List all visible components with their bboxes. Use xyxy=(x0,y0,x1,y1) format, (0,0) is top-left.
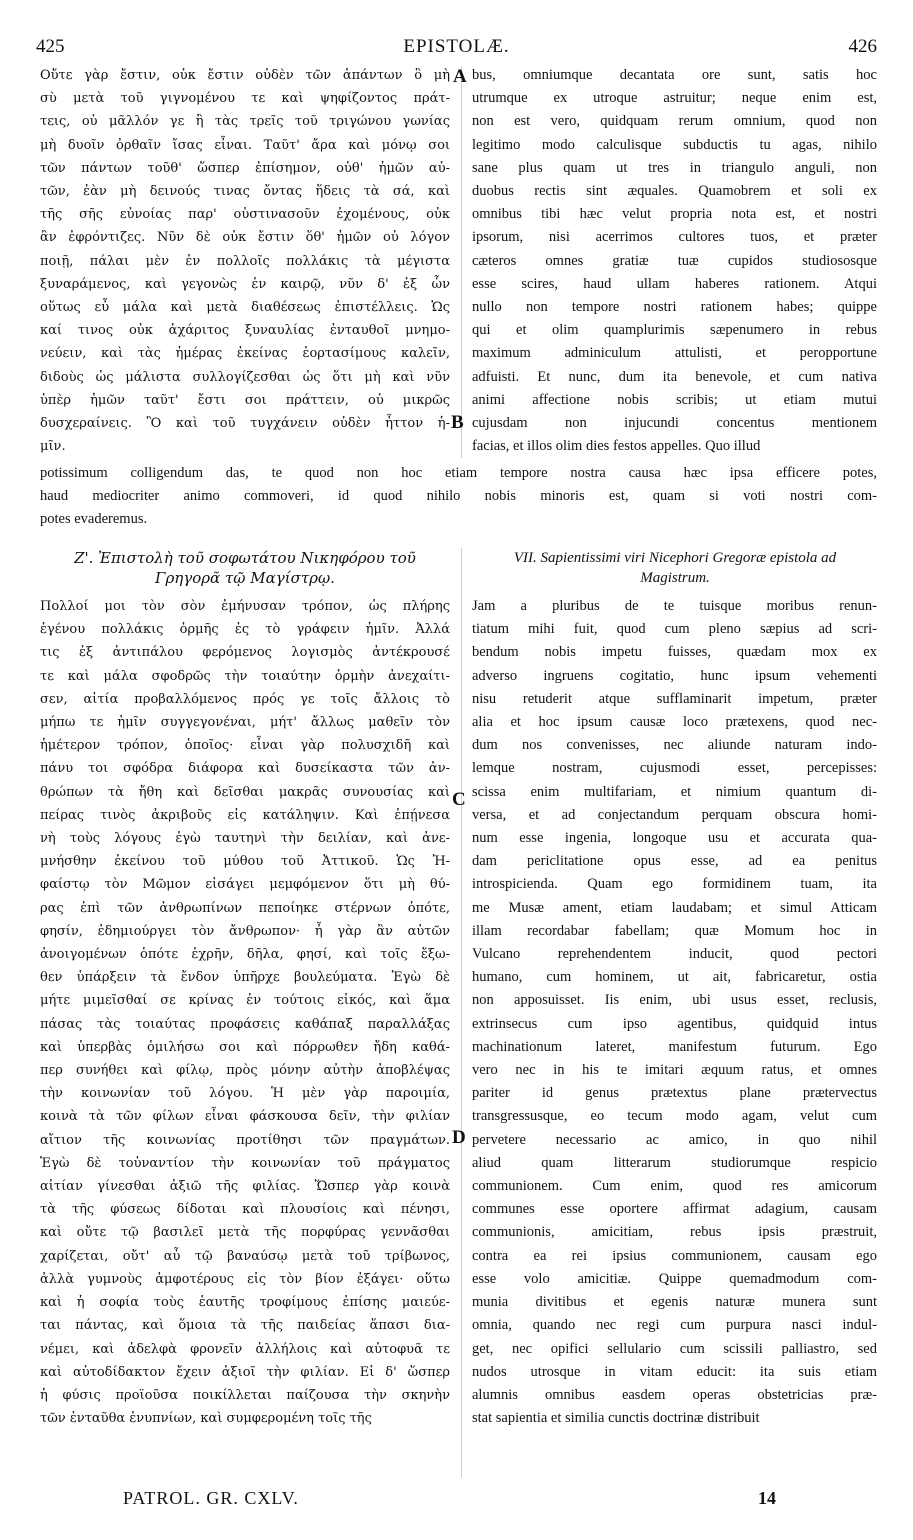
latin-text-line: cæteros omnes gratiæ tuæ cupidos studiososque xyxy=(472,252,877,269)
greek-text-line: φαίστῳ τὸν Μῶμον εἰσάγει μεμφόμενον ὅτι μὴ θύ- xyxy=(40,877,450,893)
margin-letter-d: D xyxy=(452,1127,466,1148)
latin-text-line: Jam a pluribus de te tuisque moribus renun- xyxy=(472,598,877,614)
greek-text-line: μήτε μιμεῖσθαί σε κρίνας ἐν τούτοις εἰκός, καὶ ἅμα xyxy=(40,993,450,1009)
margin-letter-c: C xyxy=(452,789,466,810)
latin-text-line: omnibus tibi hæc velut propria nota est, et nostri xyxy=(472,206,877,223)
greek-text-line: τε καὶ μάλα σφοδρῶς τὴν τοιαύτην ὁρμὴν ἀνεχαίτι- xyxy=(40,668,450,684)
greek-text-line: καὶ αὐτοδίδακτον ἔχειν ἀξιοῖ τὴν φιλίαν. Εἰ δ' ὥσπερ xyxy=(40,1364,450,1380)
latin-text-line: utrumque ex utroque astruitur; neque enim est, xyxy=(472,90,877,107)
greek-text-line: ἀλλὰ γυμνοὺς ἀμφοτέρους εἰς τὸν βίον ἐξάγει· οὕτω xyxy=(40,1271,450,1287)
greek-text-line: νὴ τοὺς λόγους ἐγὼ ταυτηνὶ τὴν δειλίαν, καὶ ἀνε- xyxy=(40,831,450,847)
greek-text-line: ρας ἐπὶ τῶν ἀνθρωπίνων πεποίηκε στέρνων ὁπότε, xyxy=(40,900,450,916)
greek-text-line: πάνυ τοι σφόδρα διάφορα καὶ δυσείκαστα τῶν ἀν- xyxy=(40,761,450,777)
latin-text-line: non est vero, quidquam rerum omnium, quod non xyxy=(472,113,877,130)
greek-text-line: πείρας τινὸς ἀκριβοῦς εἰς κατάληψιν. Καὶ ἐπῄνεσα xyxy=(40,807,450,823)
greek-text-line: ποιῇ, πάλαι μὲν ἐν πολλοῖς πολλάκις τὰ μέγιστα xyxy=(40,253,450,269)
latin-text-line: non apposuisset. Iis enim, ubi usus esset, reclusis, xyxy=(472,992,877,1009)
greek-text-line: τῶν πάντων τοῦθ' ὥσπερ ἐπίσημον, οὐθ' ἡμῶν αὐ- xyxy=(40,160,450,176)
greek-text-line: ἀνοιγομένων ὁπότε ἐχρῆν, δῆλα, φησί, καὶ τοῖς ἔξω- xyxy=(40,947,450,963)
latin-text-line: stat sapientia et similia cunctis doctrinæ distribuit xyxy=(472,1410,760,1427)
latin-text-line: vero nec in his te imitari æquum ratus, et omnes xyxy=(472,1062,877,1079)
latin-text-line: potes evaderemus. xyxy=(40,511,148,527)
latin-text-line: tiatum mihi fuit, quod cum pleno sæpius ad scri- xyxy=(472,621,877,638)
greek-heading-line-2: Γρηγορᾶ τῷ Μαγίστρῳ. xyxy=(155,569,335,587)
latin-text-line: aliud quam litterarum studiorumque respicio xyxy=(472,1154,877,1171)
page-number-left: 425 xyxy=(36,36,65,57)
greek-text-line: περ συνήθει καὶ φίλῳ, πρὸς μόνην αὐτὴν ἀποβλέψας xyxy=(40,1063,450,1079)
footer-sheet-number: 14 xyxy=(758,1488,776,1508)
greek-text-line: πάσας τὰς τοιαύτας προφάσεις καθάπαξ παραλλάξας xyxy=(40,1016,450,1032)
latin-text-line: nisu retuderit atque sufflaminarit impetum, præter xyxy=(472,690,877,707)
greek-text-line: τὰ τῆς φύσεως δίδοται καὶ πλουσίοις καὶ πένησι, xyxy=(40,1202,450,1218)
greek-text-line: σεν, αἰτία προβαλλόμενος πρός γε τοῖς ἄλλοις τὸ xyxy=(40,691,450,707)
latin-text-line: dum nos convenisses, nec aliunde naturam indo- xyxy=(472,737,877,754)
greek-text-line: μήπω τε ἡμῖν συγγεγονέναι, μήτ' ἄλλως μαθεῖν τὸν xyxy=(40,715,450,731)
latin-text-line: legitimo modo calculisque subductis tu agas, nihilo xyxy=(472,136,877,153)
latin-text-line: haud mediocriter animo commoveri, id quod nihilo nobis minoris est, quam si voti nostri com- xyxy=(40,488,877,504)
latin-text-line: cujusdam non injucundi concentus mentionem xyxy=(472,415,877,432)
greek-text-line: τεις, οὐ μᾶλλόν γε ἢ τὰς τρεῖς τοῦ τριγώνου γωνίας xyxy=(40,114,450,130)
latin-text-line: get, nec opifici sellulario cum scissili palliastro, sed xyxy=(472,1340,877,1357)
latin-text-line: nudos utrosque in vitam educit: ita suis etiam xyxy=(472,1363,877,1380)
column-divider-bottom xyxy=(461,548,462,1478)
greek-text-line: Οὔτε γὰρ ἔστιν, οὐκ ἔστιν οὐδὲν τῶν ἁπάντων ὃ μὴ xyxy=(40,68,450,83)
greek-text-line: νέμει, καὶ ἀδελφὰ φρονεῖν ἀλλήλοις καὶ αὐτοφυᾶ τε xyxy=(40,1341,450,1357)
greek-text-line: σὺ μετὰ τοῦ γιγνομένου τε καὶ ψηφίζοντος πράτ- xyxy=(40,91,450,107)
latin-text-line: contra ea rei ipsius communionem, causam ego xyxy=(472,1247,877,1264)
greek-text-line: διδοὺς ὡς μάλιστα συλλογίζεσθαι ὡς ὅτι μὴ καὶ νῦν xyxy=(40,369,450,385)
greek-text-line: αἴτιον τῆς κοινωνίας προτίθησι τῶν πραγμάτων. xyxy=(40,1132,450,1148)
latin-text-line: communionis, amicitiam, rebus ipsis præstruit, xyxy=(472,1224,877,1241)
greek-text-line: μὴ δυοῖν ὀρθαῖν ἴσας εἶναι. Ταῦτ' ἄρα καὶ μόνῳ σοι xyxy=(40,137,450,153)
latin-text-line: qui et olim quamplurimis sæpenumero in rebus xyxy=(472,322,877,339)
latin-text-line: humano, cum hominem, ut ait, fabricaretur, ostia xyxy=(472,969,877,986)
latin-text-line: potissimum colligendum das, te quod non hoc etiam tempore nostra causa hæc ipsa efficere potes, xyxy=(40,465,877,481)
latin-text-line: maximum adminiculum attulisti, et peropportune xyxy=(472,345,877,362)
page-header xyxy=(36,36,877,60)
latin-text-line: adfuisti. Et nunc, dum ita benevole, et cum nativa xyxy=(472,368,877,385)
latin-text-line: communes esse oportere affirmat adagium, causam xyxy=(472,1201,877,1218)
greek-letter-heading xyxy=(40,548,450,588)
greek-text-line: καὶ ὑπερβὰς ὁμιλήσω σοι καὶ πόρρωθεν ἤδη καθά- xyxy=(40,1039,450,1055)
column-divider-top xyxy=(461,66,462,458)
margin-letter-a: A xyxy=(453,66,467,87)
latin-heading-line-2: Magistrum. xyxy=(640,570,710,586)
latin-text-line: adverso ingruens cogitatio, hunc ipsum vehementi xyxy=(472,667,877,684)
latin-text-line: me Musæ ament, etiam laudabam; et simul Atticam xyxy=(472,899,877,916)
latin-text-line: ipsorum, nisi acerrimos cultores tuos, et præter xyxy=(472,229,877,246)
latin-text-line: communionem. Cum enim, quod res amicorum xyxy=(472,1178,877,1195)
latin-text-line: facias, et illos olim dies festos appelles. Quo illud xyxy=(472,438,761,455)
latin-text-line: num esse ingenia, longoque usu et accurata qua- xyxy=(472,830,877,847)
footer-signature: PATROL. GR. CXLV. xyxy=(123,1488,299,1508)
greek-text-line: Πολλοί μοι τὸν σὸν ἐμήνυσαν τρόπον, ὡς πλήρης xyxy=(40,599,450,614)
greek-text-line: φησίν, ἐδημιούργει τὸν ἄνθρωπον· ἦ γὰρ ἂν αὐτῶν xyxy=(40,923,450,939)
latin-text-line: nullo non tempore nostri rationem habes; quippe xyxy=(472,299,877,316)
greek-text-line: ἡ φύσις προϊοῦσα ποικίλλεται παίζουσα τὴν σκηνὴν xyxy=(40,1387,450,1403)
latin-text-line: alumnis omnibus easdem operas obstetricias præ- xyxy=(472,1386,877,1403)
greek-column-bottom xyxy=(40,595,450,1430)
greek-text-line: ξυναράμενος, καὶ γεγονὼς ἐν καιρῷ, νῦν δ' ἐξ ὧν xyxy=(40,276,450,292)
greek-text-line: τῶν, ἐὰν μὴ δεινούς τινας ὄντας ἥδεις τὰ σά, καὶ xyxy=(40,184,450,200)
greek-heading-line-1: Ζ'. Ἐπιστολὴ τοῦ σοφωτάτου Νικηφόρου τοῦ xyxy=(74,549,416,567)
greek-text-line: τῶν ἐνταῦθα ἐνυπνίων, καὶ συμφερομένη τοῖς τῆς xyxy=(40,1411,372,1427)
latin-text-line: scissa enim multifariam, et nimium quantum di- xyxy=(472,783,877,800)
greek-text-line: ὑπὲρ ἡμῶν ταῦτ' ἔστι σοι πράττειν, οὐ μικρῶς xyxy=(40,392,450,408)
latin-text-line: dam periclitatione opus esse, ad ea penitus xyxy=(472,853,877,870)
latin-text-line: extrinsecus cum ipso agentibus, quidquid intus xyxy=(472,1015,877,1032)
latin-text-line: Vulcano reprehendentem inducit, quod pectori xyxy=(472,946,877,963)
page-number-right: 426 xyxy=(848,36,877,57)
greek-text-line: ἂν ἐφρόντιζες. Νῦν δὲ οὐκ ἔστιν ὅθ' ἡμῶν οὐ λόγον xyxy=(40,230,450,246)
greek-text-line: χαρίζεται, οὔτ' αὖ τῷ βαναύσῳ μετὰ τοῦ τρίβωνος, xyxy=(40,1248,450,1264)
latin-text-line: esse volo amicitiæ. Quippe quemadmodum com- xyxy=(472,1270,877,1287)
greek-text-line: μνήσθην ἐκείνου τοῦ μύθου τοῦ Ἀττικοῦ. Ὡς Ἡ- xyxy=(40,854,450,870)
greek-text-line: ἐγένου πολλάκις ὁρμῆς ἐς τὸ γράφειν ἡμῖν. Ἀλλά xyxy=(40,622,450,638)
latin-text-line: machinationum lateret, manifestum futurum. Ego xyxy=(472,1038,877,1055)
greek-text-line: τὴν κοινωνίαν τοῦ λόγου. Ἡ μὲν γὰρ παροιμία, xyxy=(40,1086,450,1102)
latin-text-line: esse scires, haud ullam haberes rationem. Atqui xyxy=(472,275,877,292)
greek-text-line: κοινὰ τὰ τῶν φίλων εἶναι φάσκουσα δεῖν, τὴν φιλίαν xyxy=(40,1109,450,1125)
latin-text-line: duobus rectis sint æquales. Quamobrem et soli ex xyxy=(472,183,877,200)
greek-text-line: τις ἐξ ἀντιπάλου φερόμενος λογισμὸς ἀντέκρουσέ xyxy=(40,645,450,661)
latin-full-width-paragraph xyxy=(40,462,877,531)
greek-column-top xyxy=(40,64,450,458)
latin-column-top xyxy=(472,64,877,458)
margin-letter-b: B xyxy=(451,412,464,433)
greek-text-line: Ἐγὼ δὲ τοὐναντίον τὴν κοινωνίαν τοῦ πράγματος xyxy=(40,1155,450,1171)
latin-text-line: illam recordabar fabellam; quæ Momum hoc in xyxy=(472,922,877,939)
latin-text-line: animi affectione nobis scribis; ut etiam mutui xyxy=(472,391,877,408)
latin-text-line: pariter id genus prætextus plane prætervectus xyxy=(472,1085,877,1102)
greek-text-line: θρώπων τὰ ἤθη καὶ δεῖσθαι μακρᾶς συνουσίας καὶ xyxy=(40,784,450,800)
greek-text-line: τῆς σῆς εὐνοίας παρ' οὑστινασοῦν ἐχομένους, οὐκ xyxy=(40,207,450,223)
greek-text-line: μῖν. xyxy=(40,439,66,455)
latin-text-line: pervetere necessario ac amico, in quo nihil xyxy=(472,1131,877,1148)
greek-text-line: ἡμέτερον τρόπον, ὁποῖος· εἶναι γὰρ πολυσχιδῆ καὶ xyxy=(40,738,450,754)
latin-text-line: versa, et ad conjectandum perquam obscura homi- xyxy=(472,806,877,823)
latin-column-bottom xyxy=(472,595,877,1430)
greek-text-line: καί τινος οὐκ ἀχάριτος ξυναυλίας ἐνταυθοῖ μνημο- xyxy=(40,323,450,339)
latin-heading-line-1: VII. Sapientissimi viri Nicephori Gregoræ epistola ad xyxy=(513,550,837,566)
latin-text-line: bus, omniumque decantata ore sunt, satis hoc xyxy=(472,67,877,83)
latin-text-line: introspicienda. Quam ego formidinem tuam, ita xyxy=(472,876,877,893)
greek-text-line: καὶ ἡ σοφία τοὺς ἑαυτῆς τροφίμους ἐπίσης μαιεύε- xyxy=(40,1295,450,1311)
greek-text-line: αἰτίαν γίνεσθαι ἀξιῶ τῆς φιλίας. Ὥσπερ γὰρ κοινὰ xyxy=(40,1179,450,1195)
latin-text-line: munia divitibus et egenis naturæ munera sunt xyxy=(472,1294,877,1311)
greek-text-line: καὶ οὔτε τῷ βασιλεῖ μετὰ τῆς πορφύρας γεννᾶσθαι xyxy=(40,1225,450,1241)
greek-text-line: δυσχεραίνεις. Ὃ καὶ τοῦ τυγχάνειν οὐδὲν ἧττον ἡ- xyxy=(40,416,450,432)
greek-text-line: θεν ὑπάρξειν τὰ ἔνδον ὑπῆρχε βουλεύματα. Ἐγὼ δὲ xyxy=(40,970,450,986)
latin-text-line: transgressusque, eo tecum modo agam, velut cum xyxy=(472,1108,877,1125)
running-title: EPISTOLÆ. xyxy=(403,36,510,57)
latin-text-line: omnia, quando nec regi cum purpura nasci indul- xyxy=(472,1317,877,1334)
latin-text-line: sane plus quam ut tres in triangulo anguli, non xyxy=(472,159,877,176)
latin-letter-heading xyxy=(470,548,880,588)
greek-text-line: οὕτως εὖ μάλα καὶ μετὰ διαθέσεως ἐπιστέλλεις. Ὡς xyxy=(40,300,450,316)
latin-text-line: alia et hoc ipsum causæ loco prætexens, quod nec- xyxy=(472,714,877,731)
latin-text-line: lemque nostram, cujusmodi esset, percepisses: xyxy=(472,760,877,777)
latin-text-line: bendum nobis impetu fuisses, quædam mox ex xyxy=(472,644,877,661)
greek-text-line: νεύειν, καὶ τὰς ἡμέρας ἐκείνας ἑορτασίμους καλεῖν, xyxy=(40,346,450,362)
greek-text-line: ται πάντας, καὶ ὅμοια τὰ τῆς παιδείας ἅπασι δια- xyxy=(40,1318,450,1334)
